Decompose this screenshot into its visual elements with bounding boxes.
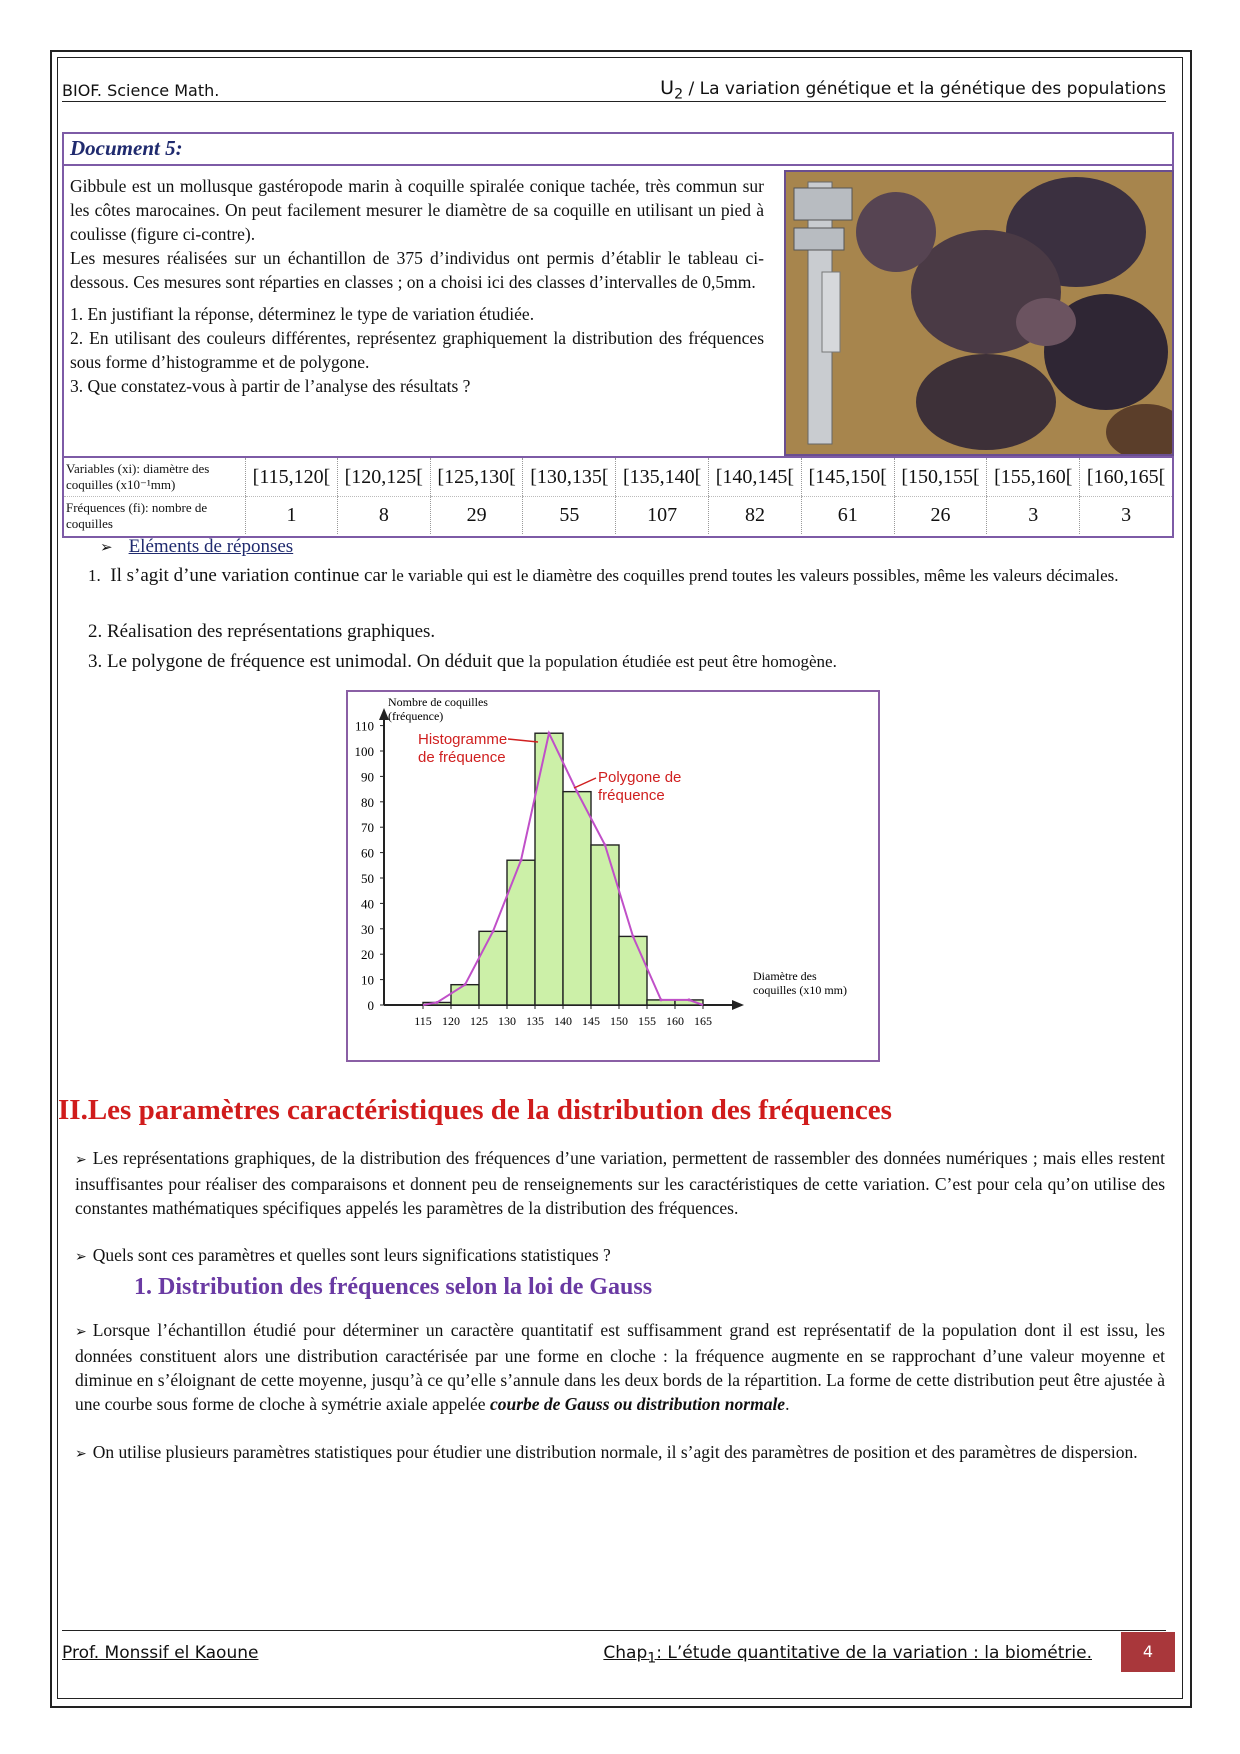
frequency-cell: 61: [801, 497, 894, 535]
y-tick-label: 80: [361, 794, 374, 810]
frequency-cell: 3: [987, 497, 1080, 535]
y-tick-label: 40: [361, 896, 374, 912]
frequency-cell: 1: [246, 497, 338, 535]
x-tick-label: 130: [498, 1014, 516, 1028]
section-2-paragraph-4: [75, 1440, 1165, 1466]
class-cell: [115,120[: [246, 457, 338, 497]
polygon-point: [492, 930, 495, 933]
x-tick-label: 120: [442, 1014, 460, 1028]
page-header: [62, 77, 1166, 102]
frequency-cell: 82: [709, 497, 802, 535]
section-2-paragraph-3: [75, 1318, 1165, 1416]
y-tick-label: 10: [361, 972, 374, 988]
y-axis-label-unit: (fréquence): [388, 709, 444, 723]
x-axis-label-unit: coquilles (x10 mm): [753, 983, 847, 997]
footer-chapter-sub: 1: [647, 1650, 657, 1667]
document-measures: Les mesures réalisées sur un échantillon de 375 d’individus ont permis d’établir le tableau ci-dessous. Ces mesures sont réparties en classes ; on a choisi ici des classes d’intervalles de 0,5mm.: [70, 248, 764, 292]
frequencies-row-header: Fréquences (fi): nombre de coquilles: [66, 499, 208, 531]
gibbule-caliper-photo: [784, 170, 1174, 456]
answers-heading-text: Eléments de réponses: [128, 536, 294, 557]
x-tick-label: 135: [526, 1014, 544, 1028]
section-2-p2-text: Quels sont ces paramètres et quelles sont leurs significations statistiques ?: [92, 1245, 611, 1265]
polygon-point: [604, 843, 607, 846]
footer-author: Prof. Monssif el Kaoune: [62, 1643, 259, 1663]
histogram-bar: [591, 845, 619, 1005]
answers-heading: [100, 536, 293, 558]
y-tick-label: 90: [361, 769, 374, 785]
answer-2: 2. Réalisation des représentations graphiques.: [88, 621, 436, 642]
class-cell: [150,155[: [894, 457, 987, 497]
answer-1-detail: le variable qui est le diamètre des coquilles prend toutes les valeurs possibles, même les valeurs décimales.: [387, 566, 1119, 585]
class-cell: [160,165[: [1080, 457, 1172, 497]
section-2-p4-text: On utilise plusieurs paramètres statistiques pour étudier une distribution normale, il s’agit des paramètres de position et des paramètres de dispersion.: [92, 1442, 1138, 1462]
section-2-number: II.: [58, 1094, 88, 1126]
x-axis-arrow: [732, 1000, 744, 1010]
measures-table: [64, 456, 1172, 534]
classes-row-header: Variables (xi): diamètre des coquilles (x10⁻¹mm): [64, 457, 246, 497]
x-tick-label: 115: [414, 1014, 432, 1028]
answer-1-main: Il s’agit d’une variation continue car: [110, 565, 388, 586]
footer-chapter: [603, 1643, 1092, 1666]
class-cell: [135,140[: [616, 457, 709, 497]
arrow-bullet-icon: ➢: [75, 1446, 87, 1462]
y-tick-label: 100: [354, 744, 374, 759]
polygon-point: [436, 1001, 439, 1004]
polygon-point: [660, 998, 663, 1001]
answer-3-main: 3. Le polygone de fréquence est unimodal. On déduit que: [88, 651, 525, 672]
question-3: 3. Que constatez-vous à partir de l’analyse des résultats ?: [70, 376, 471, 396]
answer-1: [88, 562, 1168, 590]
histogram-bar: [451, 985, 479, 1005]
page-footer: [62, 1630, 1166, 1667]
question-2: 2. En utilisant des couleurs différentes, représentez graphiquement la distribution des fréquences sous forme d’histogramme et de polygone.: [70, 328, 764, 372]
frequency-cell: 8: [337, 497, 430, 535]
answer-3-detail: la population étudiée est peut être homogène.: [524, 652, 837, 671]
section-2-paragraph-2: [75, 1243, 1165, 1269]
header-unit-title: / La variation génétique et la génétique des populations: [683, 79, 1166, 99]
frequencies-row: [64, 497, 1172, 535]
y-tick-label: 0: [367, 998, 374, 1013]
document-title: Document 5:: [70, 136, 183, 160]
polygon-annotation: Polygone de: [598, 769, 682, 786]
document-title-bar: [64, 134, 1172, 166]
histogram-annotation-line2: de fréquence: [418, 749, 506, 766]
photo-illustration: [786, 172, 1172, 454]
section-2-p1-text: Les représentations graphiques, de la distribution des fréquences d’une variation, permettent de rassembler des données numériques ; mais elles restent insuffisantes pour réaliser des comparaisons et donnent peu de renseignements sur les caractéristiques de cette variation. C’est pour cela qu’on utilise des constantes mathématiques spécifiques appelés les paramètres de la distribution des fréquences.: [75, 1148, 1165, 1218]
y-tick-label: 50: [361, 871, 374, 886]
frequency-cell: 29: [430, 497, 523, 535]
section-2-title-text: Les paramètres caractéristiques de la distribution des fréquences: [87, 1094, 892, 1126]
x-tick-label: 140: [554, 1014, 572, 1028]
section-2-p3-text: Lorsque l’échantillon étudié pour déterminer un caractère quantitatif est suffisamment grand est représentatif de la population dont il est issu, les données constituent alors une distribution caractérisée par une forme en cloche : la fréquence augmente en se rapprochant d’une valeur moyenne et diminue en s’éloignant de cette moyenne, jusqu’à ce qu’elle s’annule dans les deux bords de la répartition. La forme de cette distribution peut être ajustée à une courbe sous forme de cloche à symétrie axiale appelée: [75, 1320, 1165, 1414]
header-unit-sub: 2: [674, 86, 684, 103]
frequency-cell: 55: [523, 497, 616, 535]
y-tick-label: 60: [361, 845, 374, 861]
polygon-annotation-line2: fréquence: [598, 787, 665, 804]
x-tick-label: 160: [666, 1014, 684, 1028]
header-right: [660, 77, 1166, 102]
section-2-p3-end: .: [785, 1394, 790, 1414]
page-number: 4: [1118, 1632, 1175, 1672]
x-tick-label: 155: [638, 1014, 656, 1028]
histogram-bar: [507, 860, 535, 1005]
frequency-cell: 3: [1080, 497, 1172, 535]
document-intro: Gibbule est un mollusque gastéropode marin à coquille spiralée conique tachée, très commun sur les côtes marocaines. On peut facilement mesurer le diamètre de sa coquille en utilisant un pied à coulisse (figure ci-contre).: [70, 176, 764, 244]
class-cell: [140,145[: [709, 457, 802, 497]
y-tick-label: 70: [361, 820, 374, 836]
answer-1-num: 1.: [88, 566, 101, 585]
polygon-point: [632, 935, 635, 938]
section-2-title: [58, 1094, 892, 1127]
classes-row: [64, 457, 1172, 497]
header-left: BIOF. Science Math.: [62, 81, 220, 100]
histogram-bar: [563, 792, 591, 1005]
polygon-annotation-arrow: [574, 778, 596, 788]
answer-3: [88, 648, 1168, 676]
frequency-cell: 26: [894, 497, 987, 535]
document-box: [62, 132, 1174, 538]
frequency-chart: [346, 690, 880, 1062]
x-tick-label: 150: [610, 1014, 628, 1028]
subsection-1-title: 1. Distribution des fréquences selon la loi de Gauss: [134, 1274, 653, 1300]
x-tick-label: 125: [470, 1014, 488, 1028]
question-1: 1. En justifiant la réponse, déterminez le type de variation étudiée.: [70, 304, 535, 324]
footer-chapter-label: Chap: [603, 1643, 648, 1663]
class-cell: [155,160[: [987, 457, 1080, 497]
polygon-point: [576, 790, 579, 793]
footer-chapter-title: : L’étude quantitative de la variation : la biométrie.: [656, 1643, 1092, 1663]
y-tick-label: 110: [354, 718, 374, 734]
x-axis-label: Diamètre des: [753, 969, 817, 983]
polygon-point: [520, 859, 523, 862]
histogram-annotation: Histogramme: [418, 731, 508, 748]
chart-svg: [348, 692, 878, 1060]
polygon-point: [548, 732, 551, 735]
document-text: [70, 174, 764, 398]
y-axis-label: Nombre de coquilles: [388, 695, 488, 709]
arrow-bullet-icon: ➢: [75, 1152, 87, 1168]
section-2-p3-emphasis: courbe de Gauss ou distribution normale: [489, 1394, 786, 1414]
section-2-paragraph-1: [75, 1146, 1165, 1220]
polygon-point: [688, 998, 691, 1001]
arrow-bullet-icon: ➢: [100, 538, 113, 556]
x-tick-label: 165: [694, 1014, 712, 1028]
histogram-bar: [479, 931, 507, 1005]
x-tick-label: 145: [582, 1014, 600, 1028]
y-tick-label: 30: [361, 921, 374, 937]
arrow-bullet-icon: ➢: [75, 1324, 87, 1340]
class-cell: [130,135[: [523, 457, 616, 497]
histogram-bar: [619, 936, 647, 1005]
class-cell: [125,130[: [430, 457, 523, 497]
frequency-cell: 107: [616, 497, 709, 535]
class-cell: [120,125[: [337, 457, 430, 497]
y-tick-label: 20: [361, 947, 374, 963]
histogram-annotation-arrow: [508, 739, 538, 742]
polygon-point: [464, 983, 467, 986]
arrow-bullet-icon: ➢: [75, 1249, 87, 1265]
header-unit: U: [660, 77, 675, 99]
class-cell: [145,150[: [801, 457, 894, 497]
